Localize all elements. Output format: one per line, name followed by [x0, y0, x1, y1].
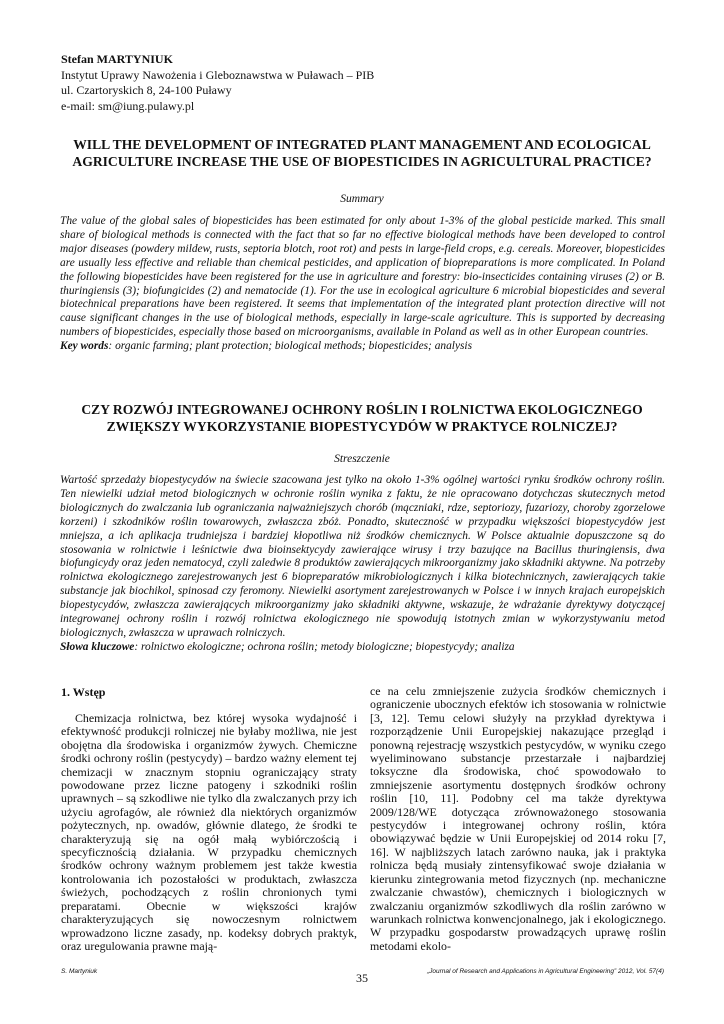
author-email: e-mail: sm@iung.pulawy.pl — [61, 98, 195, 113]
keywords-text: : organic farming; plant protection; biological methods; biopesticides; analysis — [108, 340, 473, 353]
slowa-kluczowe-label: Słowa kluczowe — [60, 640, 135, 653]
polish-title: CZY ROZWÓJ INTEGROWANEJ OCHRONY ROŚLIN I ROLNICTWA EKOLOGICZNEGO ZWIĘKSZY WYKORZYSTANIE BIOPESTYCYDÓW W PRAKTYCE ROLNICZEJ? — [81, 402, 643, 434]
intro-left-column — [61, 712, 357, 953]
streszczenie-text: Wartość sprzedaży biopestycydów na świecie szacowana jest tylko na około 1-3% ogólnej wartości rynku środków ochrony roślin. Ten niewielki udział metod biologicznych w ochronie roślin wynika z faktu, że nie opracowano dotychczas skutecznych metod biologicznych do zwalczania lub ograniczania najważniejszych chorób (mączniaki, rdze, septoriozy, fuzariozy, choroby zgorzelowe korzeni) i szkodników roślin towarowych, zwłaszcza zbóż. Ponadto, skuteczność w przypadku większości biopestycydów jest mniejsza, a ich aplikacja trudniejsza i bardziej kłopotliwa niż środków chemicznych. W Polsce aktualnie dopuszczone są do stosowania w rolnictwie i leśnictwie dwa bioinsektycydy zawierające wirusy i trzy bazujące na Bacillus thuringiensis, dwa biofungicydy oraz jeden nematocyd, czyli zaledwie 8 produktów zawierających mikroorganizmy jako składniki aktywne. Na potrzeby rolnictwa ekologicznego zarejestrowanych jest 6 biopreparatów mikrobiologicznych i kilka biotechnicznych, zawierających takie substancje jak biochikol, spinosad czy feromony. Niewielki asortyment zarejestrowanych w Polsce i w innych krajach europejskich biopestycydów, zwłaszcza zawierających mikroorganizmy jako składniki aktywne, wskazuje, że wdrażanie dyrektywy dotyczącej integrowanej ochrony roślin i rozwój rolnictwa ekologicznego nie spowodują istotnych zmian w wykorzystywaniu metod biologicznych, zwłaszcza w uprawach rolniczych. — [60, 474, 665, 639]
author-name: Stefan MARTYNIUK — [61, 52, 173, 66]
author-institution: Instytut Uprawy Nawożenia i Gleboznawstwa w Puławach – PIB — [61, 67, 375, 82]
streszczenie-heading: Streszczenie — [334, 453, 390, 465]
author-address: ul. Czartoryskich 8, 24-100 Puławy — [61, 83, 232, 97]
summary-heading: Summary — [340, 193, 384, 205]
intro-paragraph-left: Chemizacja rolnictwa, bez której wysoka wydajność i efektywność produkcji rolniczej nie byłaby możliwa, nie jest obojętna dla środowiska i organizmów żywych. Chemiczne środki ochrony roślin (pestycydy) – bardzo ważny element tej chemizacji w znacznym stopniu ograniczający straty powodowane przez liczne patogeny i szkodniki roślin uprawnych – są szkodliwe nie tylko dla zwalczanych przy ich użyciu agrofagów, ale również dla niektórych organizmów pożytecznych, np. owadów, głównie dlatego, że środki te charakteryzują się na ogół małą wybiórczością i specyficznością działania. W przypadku chemicznych środków ochrony ważnym problemem jest także kwestia kontrolowania ich pozostałości w produktach, zwłaszcza świeżych, pochodzących z roślin chronionych tymi preparatami. Obecnie w większości krajów charakteryzujących się nowoczesnym rolnictwem wprowadzono liczne zasady, np. kodeksy dobrych praktyk, oraz uregulowania prawne mają- — [61, 711, 357, 953]
english-abstract — [60, 215, 665, 354]
slowa-kluczowe-text: : rolnictwo ekologiczne; ochrona roślin; metody biologiczne; biopestycydy; analiza — [134, 640, 515, 653]
page-number: 35 — [356, 971, 368, 985]
summary-text: The value of the global sales of biopesticides has been estimated for only about 1-3% of the global pesticide marked. This small share of biological methods is connected with the fact that so far no effective biological methods have been developed to control major diseases (powdery mildew, rusts, septoria blotch, root rot) and pests in large-field crops, e.g. cereals. Moreover, biopesticides are usually less effective and reliable than chemical pesticides, and application of biopreparations is more complicated. In Poland the following biopesticides have been registered for the use in agriculture and forestry: bio-insecticides containing viruses (2) or B. thuringiensis (3); biofungicides (2) and nematocide (1). For the use in ecological agriculture 6 microbial biopesticides and several biotechnical preparations have been registered. It seems that implementation of the integrated plant protection directive will not cause significant changes in the use of biological methods, especially in large-scale agriculture. This is supported by decreasing numbers of biopesticides, especially those based on microorganisms, available in Poland as well as in other European countries. — [60, 215, 665, 339]
footer-author: S. Martyniuk — [61, 968, 98, 975]
english-title: WILL THE DEVELOPMENT OF INTEGRATED PLANT MANAGEMENT AND ECOLOGICAL AGRICULTURE INCREASE THE USE OF BIOPESTICIDES IN AGRICULTURAL PRACTICE? — [72, 137, 652, 169]
intro-paragraph-right: ce na celu zmniejszenie zużycia środków chemicznych i ograniczenie ubocznych efektów ich stosowania w rolnictwie [3, 12]. Temu celowi służyły na przykład dyrektywa i rozporządzenie Unii Europejskiej nakazujące przegląd i ponowną rejestrację wszystkich pestycydów, w wyniku czego wyeliminowano substancje przestarzałe i najbardziej toksyczne dla środowiska, choć spowodowało to zmniejszenie asortymentu dostępnych środków ochrony roślin [10, 11]. Podobny cel ma także dyrektywa 2009/128/WE dotycząca zrównoważonego stosowania pestycydów i integrowanej ochrony roślin, która obowiązywać będzie w Unii Europejskiej od 2014 roku [7, 16]. W najbliższych latach zarówno nauka, jak i praktyka rolnicza będą musiały zintensyfikować swoje działania w kierunku zintegrowania metod fizycznych (np. mechaniczne zwalczanie chwastów), chemicznych i biologicznych w zwalczaniu organizmów szkodliwych dla roślin zarówno w warunkach rolnictwa konwencjonalnego, jak i ekologicznego. W przypadku gospodarstw prowadzących uprawę roślin metodami ekolo- — [370, 684, 666, 953]
intro-right-column — [370, 685, 666, 953]
polish-abstract — [60, 474, 665, 655]
author-block — [61, 52, 661, 114]
polish-keywords — [60, 641, 665, 655]
section-heading-intro: 1. Wstęp — [61, 685, 106, 699]
english-keywords — [60, 340, 665, 354]
keywords-label: Key words — [60, 340, 109, 353]
footer-journal: „Journal of Research and Applications in Agricultural Engineering” 2012, Vol. 57(4) — [426, 968, 664, 975]
